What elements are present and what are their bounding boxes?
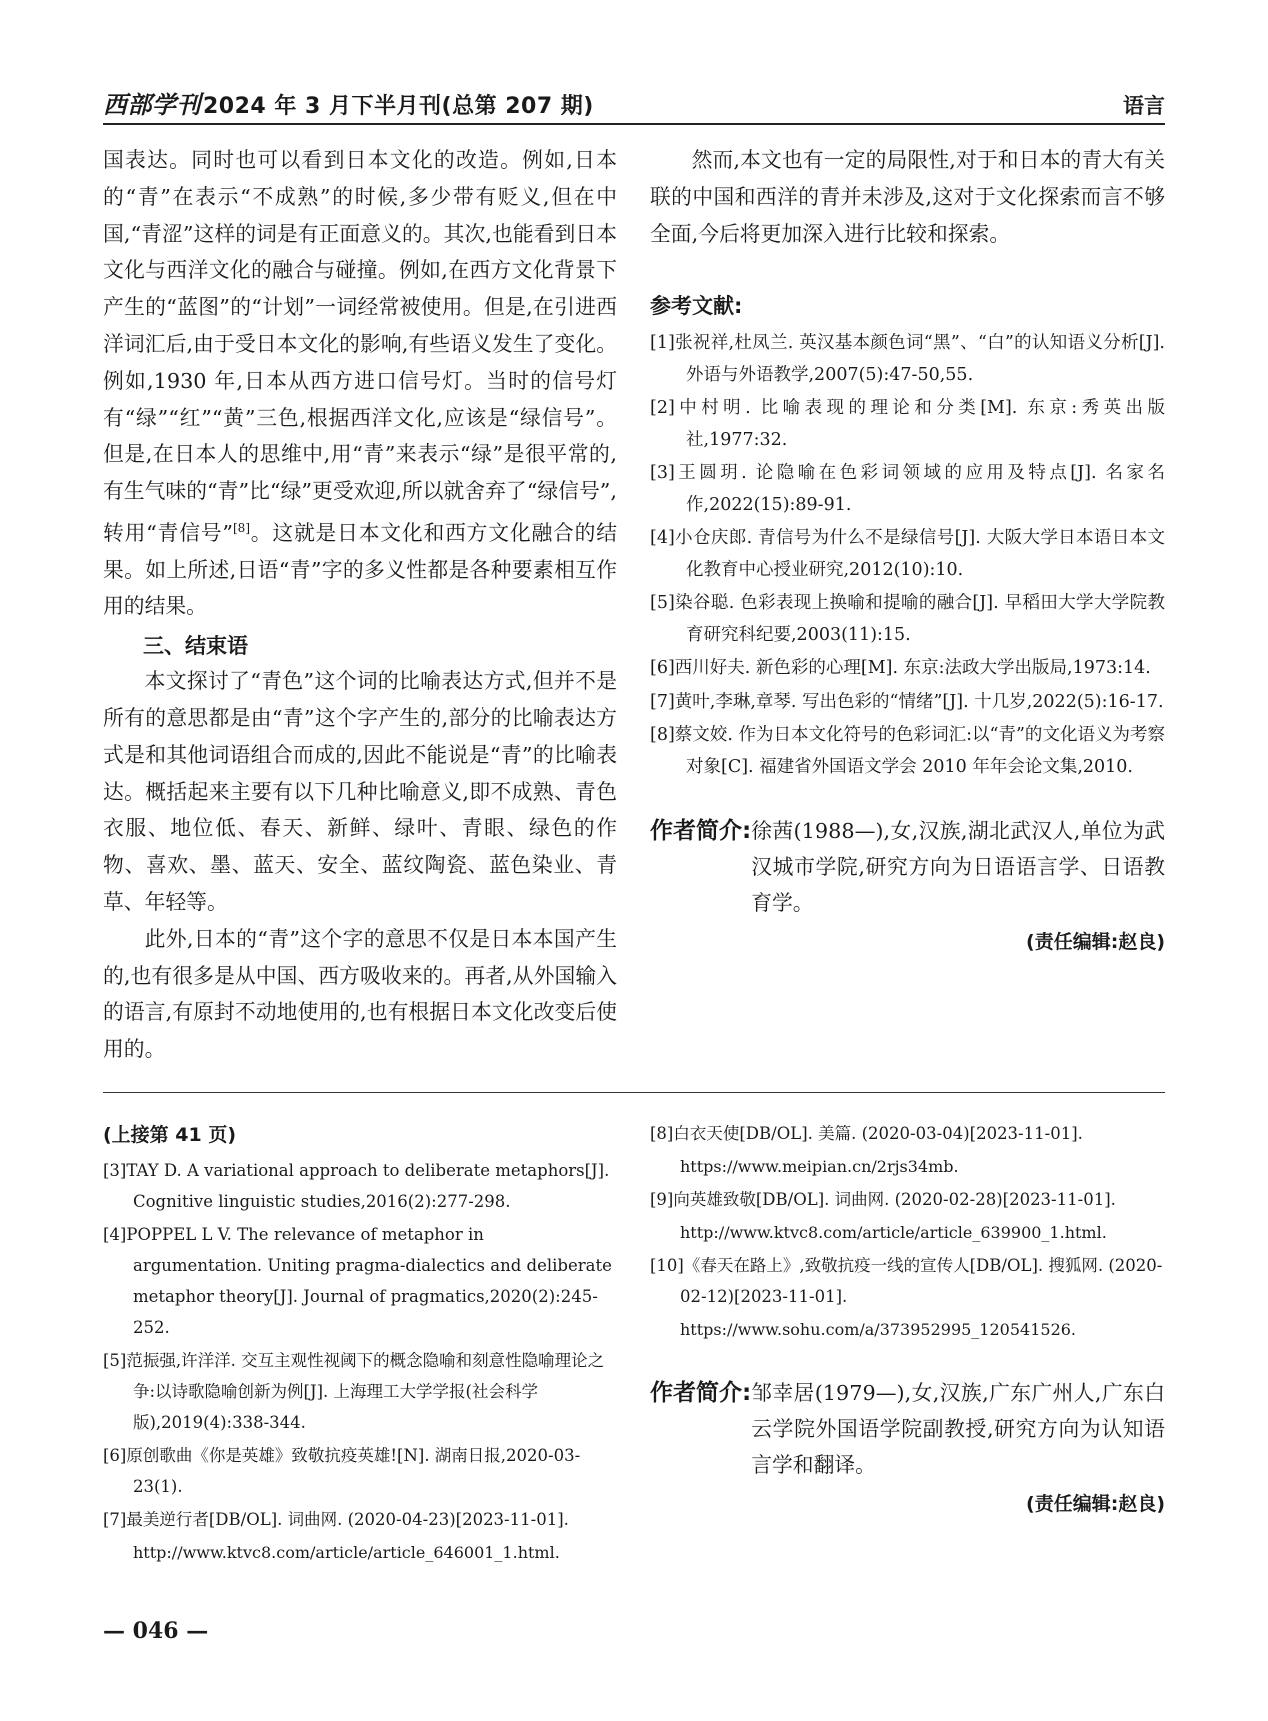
continued-note: (上接第 41 页) [103, 1124, 237, 1146]
author-bio-text: 邹幸居(1979—),女,汉族,广东广州人,广东白云学院外国语学院副教授,研究方向为认知语言学和翻译。 [751, 1381, 1165, 1477]
journal-issue [103, 85, 594, 120]
reference-item: [6]原创歌曲《你是英雄》致敬抗疫英雄![N]. 湖南日报,2020-03-23(1). [103, 1446, 581, 1496]
reference-item: [2]中村明. 比喻表现的理论和分类[M]. 东京:秀英出版社,1977:32. [650, 398, 1165, 450]
bottom-right-column [650, 1118, 1165, 1516]
bottom-left-column [103, 1120, 617, 1570]
paragraph: 然而,本文也有一定的局限性,对于和日本的青大有关联的中国和西洋的青并未涉及,这对于文化探索而言不够全面,今后将更加深入进行比较和探索。 [650, 148, 1165, 246]
reference-item: [10]《春天在路上》,致敬抗疫一线的宣传人[DB/OL]. 搜狐网. (2020-02-12)[2023-11-01]. [650, 1256, 1163, 1306]
reference-item: [1]张祝祥,杜凤兰. 英汉基本颜色词“黑”、“白”的认知语义分析[J]. 外语与外语教学,2007(5):47-50,55. [650, 333, 1165, 385]
author-bio [650, 1375, 1165, 1483]
paragraph: 国表达。同时也可以看到日本文化的改造。例如,日本的“青”在表示“不成熟”的时候,多少带有贬义,但在中国,“青涩”这样的词是有正面意义的。其次,也能看到日本文化与西洋文化的融合与碰撞。例如,在西方文化背景下产生的“蓝图”的“计划”一词经常被使用。但是,在引进西洋词汇后,由于受日本文化的影响,有些语义发生了变化。例如,1930 年,日本从西方进口信号灯。当时的信号灯有“绿”“红”“黄”三色,根据西洋文化,应该是“绿信号”。但是,在日本人的思维中,用“青”来表示“绿”是很平常的,有生气味的“青”比“绿”更受欢迎,所以就舍弃了“绿信号”,转用“青信号”[8]。这就是日本文化和西方文化融合的结果。如上所述,日语“青”字的多义性都是各种要素相互作用的结果。 [103, 148, 617, 619]
page-header [103, 88, 1165, 120]
reference-item: [3]TAY D. A variational approach to deliberate metaphors[J]. Cognitive linguistic studies,2016(2):277-298. [103, 1161, 610, 1211]
reference-item: [8]白衣天使[DB/OL]. 美篇. (2020-03-04)[2023-11-01]. [650, 1124, 1083, 1143]
reference-url: http://www.ktvc8.com/article/article_639900_1.html. [680, 1223, 1107, 1242]
responsible-editor: (责任编辑:赵良) [1026, 1493, 1165, 1515]
reference-item: [5]范振强,许洋洋. 交互主观性视阈下的概念隐喻和刻意性隐喻理论之争:以诗歌隐喻创新为例[J]. 上海理工大学学报(社会科学版),2019(4):338-344. [103, 1351, 605, 1432]
paragraph: 此外,日本的“青”这个字的意思不仅是日本本国产生的,也有很多是从中国、西方吸收来的。再者,从外国输入的语言,有原封不动地使用的,也有根据日本文化改变后使用的。 [103, 926, 617, 1062]
reference-item: [7]最美逆行者[DB/OL]. 词曲网. (2020-04-23)[2023-11-01]. [103, 1510, 569, 1529]
author-bio-label: 作者简介: [650, 818, 752, 845]
issue-info: 2024 年 3 月下半月刊(总第 207 期) [203, 94, 594, 119]
reference-item: [4]小仓庆郎. 青信号为什么不是绿信号[J]. 大阪大学日本语日本文化教育中心授业研究,2012(10):10. [650, 528, 1165, 580]
divider [103, 1092, 1165, 1093]
reference-url: http://www.ktvc8.com/article/article_646001_1.html. [133, 1543, 560, 1562]
responsible-editor: (责任编辑:赵良) [1026, 931, 1165, 954]
reference-url: https://www.sohu.com/a/373952995_120541526. [680, 1320, 1077, 1339]
page-number: — 046 — [103, 1618, 209, 1644]
reference-item: [4]POPPEL L V. The relevance of metaphor in argumentation. Uniting pragma-dialectics and deliberate metaphor theory[J]. Journal of pragmatics,2020(2):245-252. [103, 1225, 612, 1337]
reference-item: [8]蔡文姣. 作为日本文化符号的色彩词汇:以“青”的文化语义为考察对象[C]. 福建省外国语文学会 2010 年年会论文集,2010. [650, 725, 1165, 777]
author-bio [650, 813, 1165, 921]
journal-logo: 西部学刊 [103, 90, 201, 119]
right-column [650, 142, 1165, 954]
references-heading: 参考文献: [650, 294, 743, 319]
reference-item: [5]染谷聪. 色彩表现上换喻和提喻的融合[J]. 早稻田大学大学院教育研究科纪要,2003(11):15. [650, 593, 1165, 645]
author-bio-text: 徐茜(1988—),女,汉族,湖北武汉人,单位为武汉城市学院,研究方向为日语语言学、日语教育学。 [751, 819, 1165, 916]
paragraph: 本文探讨了“青色”这个词的比喻表达方式,但并不是所有的意思都是由“青”这个字产生的,部分的比喻表达方式是和其他词语组合而成的,因此不能说是“青”的比喻表达。概括起来主要有以下几种比喻意义,即不成熟、青色衣服、地位低、春天、新鲜、绿叶、青眼、绿色的作物、喜欢、墨、蓝天、安全、蓝纹陶瓷、蓝色染业、青草、年轻等。 [103, 669, 617, 915]
reference-item: [9]向英雄致敬[DB/OL]. 词曲网. (2020-02-28)[2023-11-01]. [650, 1190, 1116, 1209]
reference-item: [7]黄叶,李琳,章琴. 写出色彩的“情绪”[J]. 十几岁,2022(5):16-17. [650, 691, 1164, 712]
citation-marker: [8] [233, 520, 250, 535]
reference-item: [6]西川好夫. 新色彩的心理[M]. 东京:法政大学出版局,1973:14. [650, 658, 1151, 679]
author-bio-label: 作者简介: [650, 1380, 752, 1406]
reference-item: [3]王圆玥. 论隐喻在色彩词领域的应用及特点[J]. 名家名作,2022(15):89-91. [650, 463, 1165, 515]
header-rule [103, 123, 1165, 125]
section-tag: 语言 [1123, 94, 1165, 118]
left-column [103, 142, 617, 1068]
section-heading: 三、结束语 [143, 634, 248, 659]
reference-list [650, 328, 1165, 783]
reference-url: https://www.meipian.cn/2rjs34mb. [680, 1157, 959, 1176]
